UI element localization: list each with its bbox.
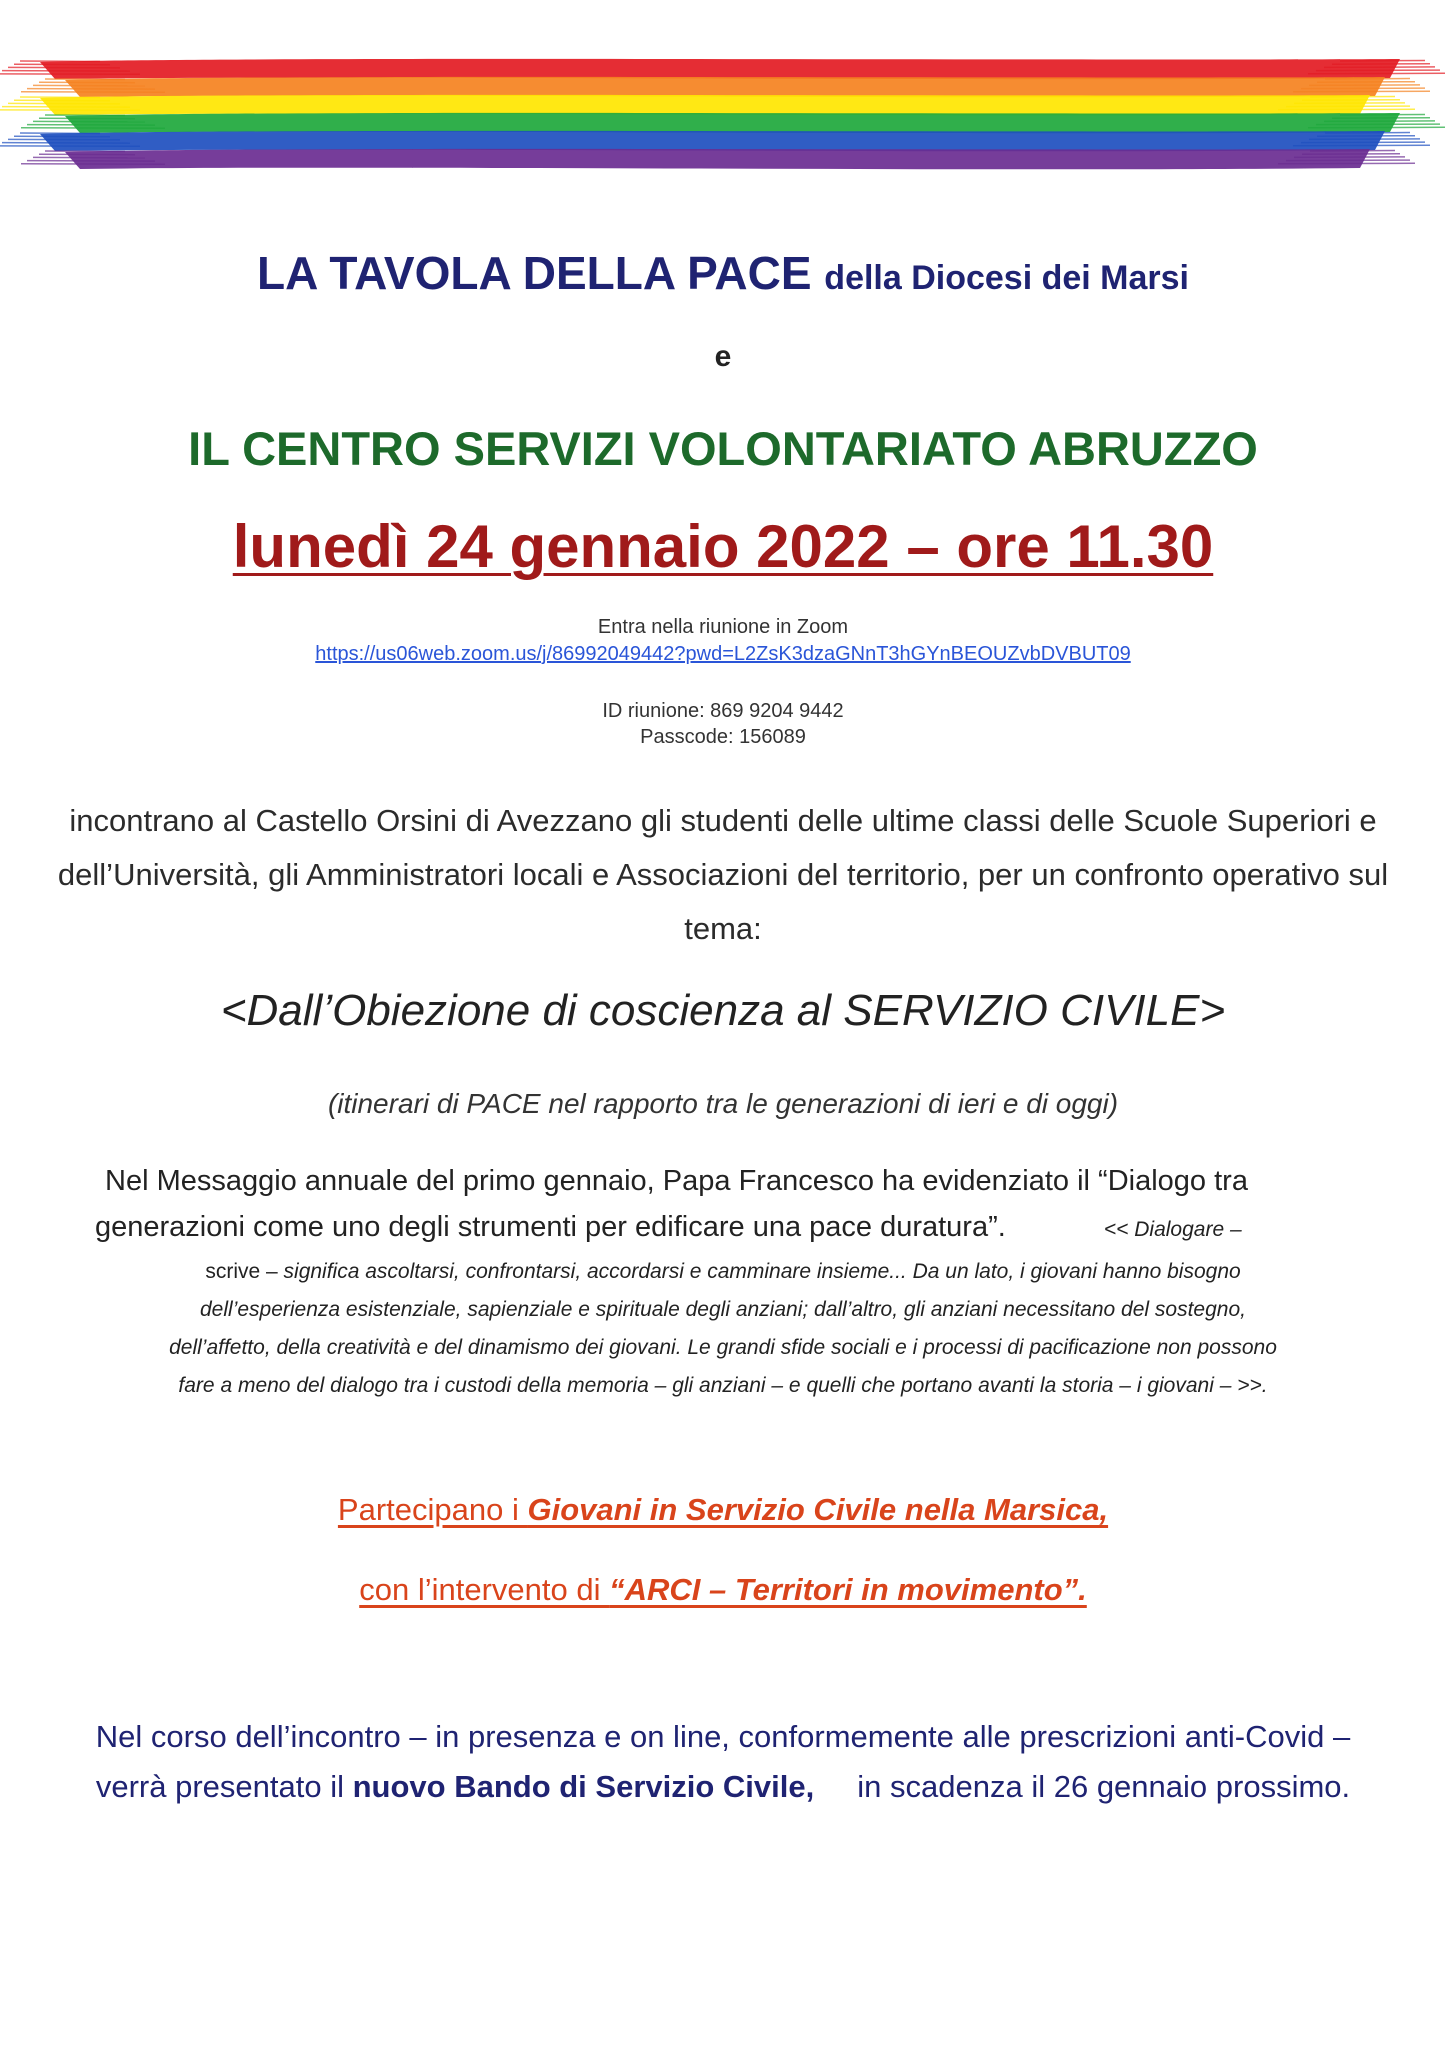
rainbow-bristle [1317,136,1415,137]
rainbow-bristle [1308,127,1445,128]
quote-line-1a: scrive – [205,1260,278,1283]
rainbow-bristle [1286,106,1410,107]
rainbow-bristle [0,110,140,111]
rainbow-bristle [20,61,100,62]
intervention-line [0,1572,1446,1608]
rainbow-bristle [1286,160,1410,161]
rainbow-bristle [1340,61,1425,62]
message-line-2 [80,1204,1366,1253]
rainbow-bristle [1316,124,1440,125]
rainbow-bristle [1301,88,1425,89]
pope-message [80,1158,1366,1405]
quote-line-2: dell’esperienza esistenziale, sapienziale e spirituale degli anziani; dall’altro, gli anziani necessitano del sostegno, [200,1298,1246,1321]
rainbow-bristle [1324,121,1435,122]
rainbow-bristle [1325,133,1410,134]
rainbow-bristle [14,64,110,65]
rainbow-bristle [1294,103,1405,104]
rainbow-bristle [1309,85,1420,86]
rainbow-bristle [1308,73,1445,74]
rainbow-bristle [1340,115,1425,116]
rainbow-bristle [2,71,130,72]
closing-part-1: Nel corso dell’incontro – in presenza e on line, conformemente alle prescrizioni anti-Covid – verrà presentato il [95,1719,1351,1804]
rainbow-stripe [40,59,1400,79]
theme-title: <Dall’Obiezione di coscienza al SERVIZIO CIVILE> [220,986,1226,1035]
message-line-2-text: generazioni come uno degli strumenti per edificare una pace duratura”. [95,1211,1006,1243]
rainbow-bristle [39,154,135,155]
rainbow-bristle [0,146,140,147]
rainbow-bristle [45,79,125,80]
rainbow-bristle [1293,91,1430,92]
quote-line-1b: significa ascoltarsi, confrontarsi, accordarsi e camminare insieme... Da un lato, i giovani hanno bisogno [283,1260,1241,1283]
rainbow-bristle [1332,118,1430,119]
rainbow-bristle [2,143,130,144]
quote-start: << Dialogare – [1103,1218,1242,1241]
intervention-emphasis: “ARCI – Territori in movimento”. [609,1572,1087,1607]
quote-line-3: dell’affetto, della creatività e del dinamismo dei giovani. Le grandi sfide sociali e i processi di pacificazione non possono [169,1336,1277,1359]
rainbow-bristle [2,107,130,108]
rainbow-bristle [21,164,165,165]
rainbow-stripe [65,149,1370,169]
rainbow-bristle [39,118,135,119]
closing-part-2: in scadenza il 26 gennaio prossimo. [814,1769,1351,1804]
title-main: LA TAVOLA DELLA PACE [257,247,812,299]
rainbow-bristle [14,136,110,137]
rainbow-stripe [65,113,1400,133]
title-centro-servizi: IL CENTRO SERVIZI VOLONTARIATO ABRUZZO [188,422,1258,475]
zoom-meeting-link[interactable]: https://us06web.zoom.us/j/86992049442?pwd=L2ZsK3dzaGNnT3hGYnBEOUZvbDVBUT09 [315,643,1131,665]
pope-quote [80,1253,1366,1405]
intervention-prefix: con l’intervento di [359,1572,610,1607]
message-line-1: Nel Messaggio annuale del primo gennaio, Papa Francesco ha evidenziato il “Dialogo tra [105,1165,1248,1197]
participants-line [0,1492,1446,1528]
rainbow-bristle [1293,145,1430,146]
rainbow-bristle [45,115,125,116]
rainbow-bristle [1302,154,1400,155]
rainbow-bristle [1310,97,1395,98]
rainbow-bristle [8,139,120,140]
zoom-meeting-id: ID riunione: 869 9204 9442 [602,700,844,722]
title-sub: della Diocesi dei Marsi [824,259,1189,297]
rainbow-bristle [1302,100,1400,101]
rainbow-bristle [20,97,100,98]
rainbow-bristle [8,103,120,104]
rainbow-bristle [14,100,110,101]
rainbow-bristle [1278,163,1415,164]
event-date: lunedì 24 gennaio 2022 – ore 11.30 [232,513,1214,580]
zoom-label: Entra nella riunione in Zoom [597,616,849,638]
rainbow-bristle [27,125,155,126]
rainbow-bristle [1325,79,1410,80]
rainbow-stripe [40,131,1385,151]
participants-prefix: Partecipano i [337,1492,528,1527]
rainbow-bristle [1316,70,1440,71]
rainbow-bristle [21,92,165,93]
closing-bold: nuovo Bando di Servizio Civile, [352,1769,815,1804]
rainbow-bristle [1301,142,1425,143]
zoom-passcode: Passcode: 156089 [640,726,806,748]
rainbow-bristle [8,67,120,68]
theme-subtitle: (itinerari di PACE nel rapporto tra le generazioni di ieri e di oggi) [327,1088,1119,1119]
rainbow-bristle [1278,109,1415,110]
rainbow-bristle [39,82,135,83]
rainbow-stripe [40,95,1370,115]
rainbow-banner [0,0,1446,200]
rainbow-bristle [1317,82,1415,83]
rainbow-bristle [1310,151,1395,152]
quote-line-4: fare a meno del dialogo tra i custodi della memoria – gli anziani – e quelli che portano avanti la storia – i giovani – >>. [178,1374,1268,1397]
rainbow-bristle [33,85,145,86]
rainbow-bristle [0,74,140,75]
rainbow-stripe [65,77,1385,97]
rainbow-bristle [45,151,125,152]
rainbow-bristle [27,89,155,90]
rainbow-bristle [21,128,165,129]
rainbow-bristle [1309,139,1420,140]
conjunction: e [714,340,732,373]
quote-line-1 [80,1253,1366,1291]
title-tavola-della-pace [0,246,1446,300]
rainbow-bristle [1294,157,1405,158]
rainbow-bristle [33,157,145,158]
participants-emphasis: Giovani in Servizio Civile nella Marsica, [527,1492,1109,1527]
closing-paragraph [60,1712,1386,1812]
intro-paragraph: incontrano al Castello Orsini di Avezzano gli studenti delle ultime classi delle Scuole Superiori e dell’Università, gli Amministratori locali e Associazioni del territorio, per un confronto operativo sul tema: [57,803,1389,946]
rainbow-bristle [20,133,100,134]
rainbow-bristle [33,121,145,122]
rainbow-bristle [1324,67,1435,68]
rainbow-bristle [27,161,155,162]
